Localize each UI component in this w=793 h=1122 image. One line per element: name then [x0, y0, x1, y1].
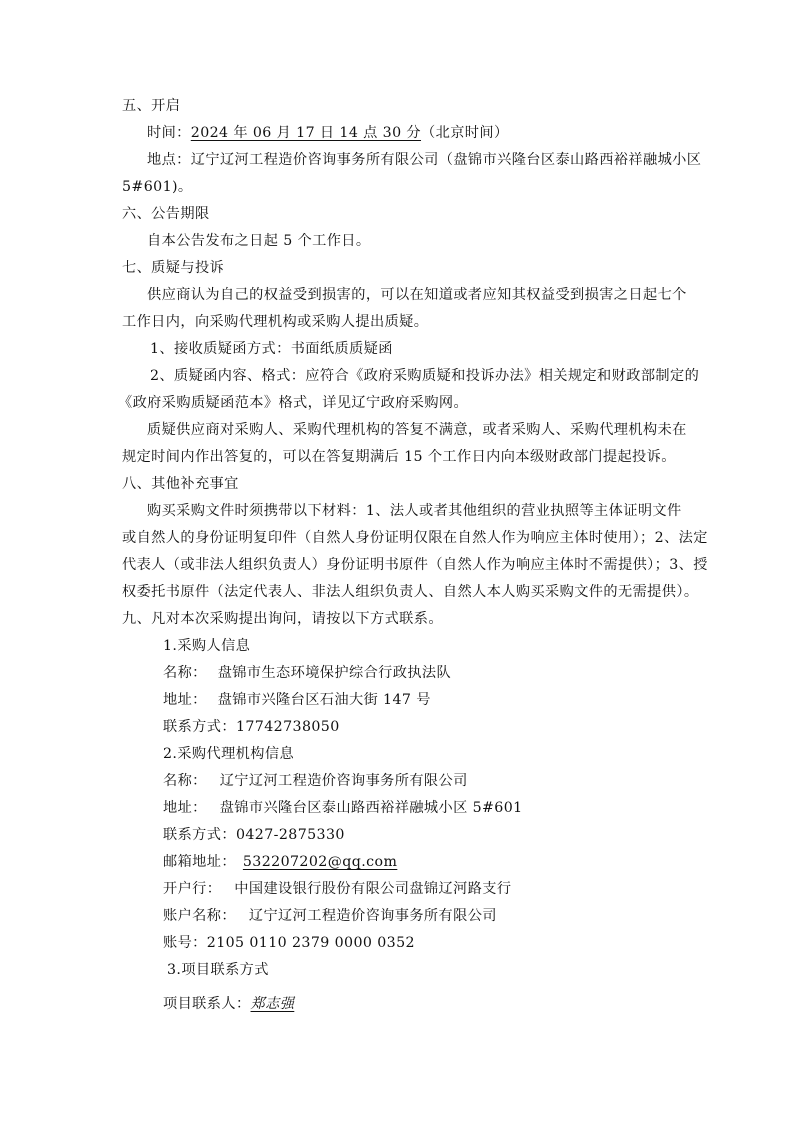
section-8-heading: 八、其他补充事宜	[122, 476, 239, 492]
challenge-item-1: 1、接收质疑函方式：书面纸质质疑函	[150, 341, 393, 357]
open-time-line	[147, 123, 509, 143]
purchaser-contact-line	[163, 717, 340, 737]
agency-name-label: 名称：	[163, 773, 207, 789]
project-contact-line	[163, 994, 294, 1014]
purchaser-address-label: 地址：	[163, 692, 207, 708]
supplement-line-2: 或自然人的身份证明复印件（自然人身份证明仅限在自然人作为响应主体时使用）；2、法定	[122, 530, 708, 546]
agency-name-line	[163, 771, 468, 791]
open-time-value: 2024 年 06 月 17 日 14 点 30 分	[190, 125, 422, 141]
open-time-label: 时间：	[147, 125, 191, 141]
project-contact-title: 3.项目联系方式	[167, 962, 269, 978]
challenge-para-2-line-1: 质疑供应商对采购人、采购代理机构的答复不满意，或者采购人、采购代理机构未在	[147, 422, 687, 438]
agency-email-link[interactable]: 532207202@qq.com	[242, 854, 398, 870]
challenge-para-2-line-2: 规定时间内作出答复的，可以在答复期满后 15 个工作日内向本级财政部门提起投诉。	[122, 449, 676, 465]
open-place-line-1: 地点：辽宁辽河工程造价咨询事务所有限公司（盘锦市兴隆台区泰山路西裕祥融城小区	[147, 152, 702, 168]
agency-email-line	[163, 852, 397, 872]
section-7-heading: 七、质疑与投诉	[122, 260, 225, 276]
open-time-note: （北京时间）	[421, 125, 509, 141]
agency-contact-label: 联系方式：	[163, 827, 236, 843]
agency-email-label: 邮箱地址：	[163, 854, 236, 870]
agency-bank-line	[163, 879, 511, 899]
agency-account-number-value: 2105 0110 2379 0000 0352	[206, 935, 415, 951]
agency-account-number-label: 账号：	[163, 935, 207, 951]
agency-account-name-value: 辽宁辽河工程造价咨询事务所有限公司	[248, 908, 497, 924]
supplement-line-1: 购买采购文件时须携带以下材料：1、法人或者其他组织的营业执照等主体证明文件	[147, 503, 682, 519]
challenge-item-2-line-2: 《政府采购质疑函范本》格式，详见辽宁政府采购网。	[118, 395, 469, 411]
purchaser-contact-label: 联系方式：	[163, 719, 236, 735]
notice-period-text: 自本公告发布之日起 5 个工作日。	[147, 233, 371, 249]
section-5-heading: 五、开启	[122, 98, 181, 114]
purchaser-address-value: 盘锦市兴隆台区石油大街 147 号	[217, 692, 431, 708]
agency-contact-line	[163, 825, 345, 845]
purchaser-name-line	[163, 663, 451, 683]
purchaser-address-line	[163, 690, 431, 710]
section-9-heading: 九、凡对本次采购提出询问，请按以下方式联系。	[122, 611, 443, 627]
challenge-item-2-line-1: 2、质疑函内容、格式：应符合《政府采购质疑和投诉办法》相关规定和财政部制定的	[150, 368, 700, 384]
agency-account-name-label: 账户名称：	[163, 908, 236, 924]
agency-bank-label: 开户行：	[163, 881, 222, 897]
agency-title: 2.采购代理机构信息	[163, 746, 295, 762]
agency-bank-value: 中国建设银行股份有限公司盘锦辽河路支行	[234, 881, 512, 897]
agency-name-value: 辽宁辽河工程造价咨询事务所有限公司	[219, 773, 468, 789]
challenge-para-1-line-1: 供应商认为自己的权益受到损害的，可以在知道或者应知其权益受到损害之日起七个	[147, 287, 687, 303]
open-place-line-2: 5#601)。	[122, 179, 193, 195]
project-contact-person: 郑志强	[250, 996, 295, 1012]
supplement-line-4: 权委托书原件（法定代表人、非法人组织负责人、自然人本人购买采购文件的无需提供）。	[122, 584, 699, 600]
agency-account-number-line	[163, 933, 415, 953]
purchaser-name-value: 盘锦市生态环境保护综合行政执法队	[217, 665, 452, 681]
purchaser-contact-value: 17742738050	[235, 719, 340, 735]
supplement-line-3: 代表人（或非法人组织负责人）身份证明书原件（自然人作为响应主体时不需提供）；3、授	[122, 557, 708, 573]
purchaser-title: 1.采购人信息	[163, 638, 251, 654]
purchaser-name-label: 名称：	[163, 665, 207, 681]
section-6-heading: 六、公告期限	[122, 206, 210, 222]
agency-address-value: 盘锦市兴隆台区泰山路西裕祥融城小区 5#601	[219, 800, 523, 816]
agency-address-line	[163, 798, 523, 818]
challenge-para-1-line-2: 工作日内，向采购代理机构或采购人提出质疑。	[122, 314, 429, 330]
agency-contact-value: 0427-2875330	[235, 827, 345, 843]
agency-account-name-line	[163, 906, 497, 926]
project-contact-label: 项目联系人：	[163, 996, 251, 1012]
agency-address-label: 地址：	[163, 800, 207, 816]
